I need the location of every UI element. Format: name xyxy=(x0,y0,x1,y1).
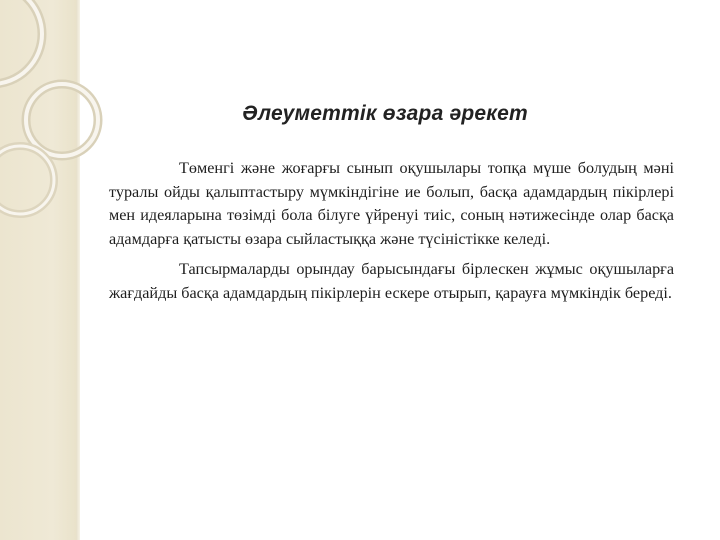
slide-body xyxy=(109,157,674,306)
slide-title: Әлеуметтік өзара әрекет xyxy=(242,102,528,125)
lower-ring-highlight xyxy=(0,146,54,214)
paragraph-1: Төменгі және жоғарғы сынып оқушылары топқа мүше болудың мәні туралы ойды қалыптастыру мүмкіндігіне ие болып, басқа адамдардың пікірлері мен идеяларына төзімді бола білуге үйренуі тиіс, соның нәтижесінде олар басқа адамдарға қатысты өзара сыйластыққа және түсіністікке келеді. xyxy=(109,159,674,248)
middle-ring-highlight xyxy=(26,84,98,156)
paragraph-2: Тапсырмаларды орындау барысындағы бірлескен жұмыс оқушыларға жағдайды басқа адамдардың пікірлерін ескере отырып, қарауға мүмкіндік береді. xyxy=(109,260,674,302)
